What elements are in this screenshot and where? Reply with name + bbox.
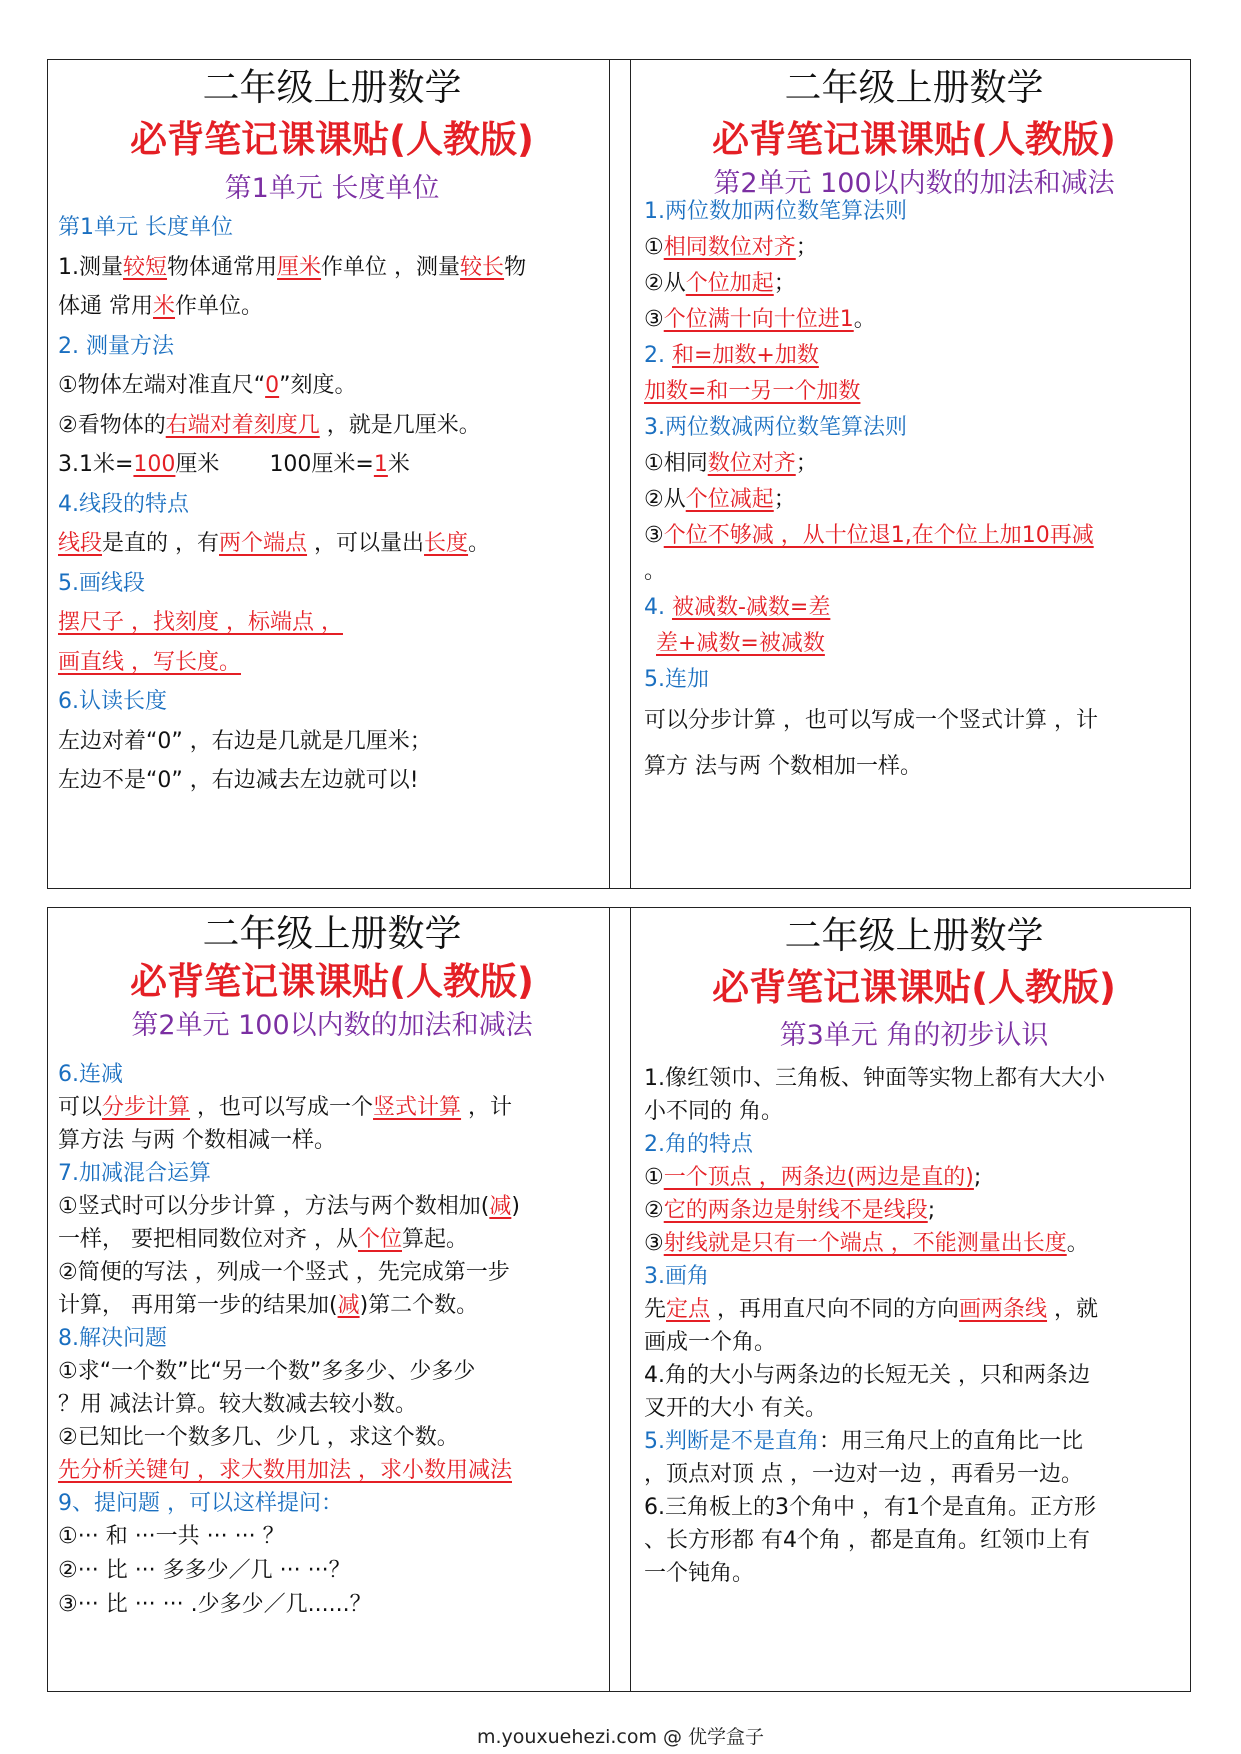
card-title: 二年级上册数学 <box>202 66 462 109</box>
text: 。 <box>853 307 876 332</box>
text: ，再用直尺向不同的方向 <box>710 1297 960 1322</box>
text: ; <box>973 1165 982 1190</box>
section-heading: 4.线段的特点 <box>58 491 189 517</box>
key-term: 100 <box>133 452 176 477</box>
text-line: 4.角的大小与两条边的长短无关 ，只和两条边 <box>644 1363 1090 1388</box>
text: )第二个数。 <box>359 1293 479 1318</box>
key-line: 差+减数=被减数 <box>656 631 825 656</box>
text-line: 可以分步计算 ，也可以写成一个竖式计算 ，计 <box>644 708 1098 733</box>
text: ③ <box>644 307 664 332</box>
text: 物体通常用 <box>167 254 278 280</box>
section-heading: 5.连加 <box>644 667 709 692</box>
text: 物 <box>504 254 527 280</box>
text: ，也可以写成一个 <box>190 1095 374 1120</box>
text: 100厘米= <box>269 452 374 477</box>
text-line: 算方 法与两 个数相加一样。 <box>644 754 922 779</box>
section-heading: 第1单元 长度单位 <box>58 215 233 240</box>
text-line <box>58 1190 606 1223</box>
card-subtitle: 必背笔记课课贴(人教版) <box>712 966 1116 1009</box>
text-line <box>644 266 1184 302</box>
text: ③ <box>644 523 664 548</box>
key-term: 被减数-减数=差 <box>671 595 831 620</box>
bottom-panel <box>47 907 1191 1692</box>
key-term: 定点 <box>666 1297 711 1322</box>
key-term: 它的两条边是射线不是线段 <box>663 1198 928 1223</box>
section-heading: 6.连减 <box>58 1062 123 1087</box>
text-line: ②··· 比 ··· 多多少／几 ··· ···？ <box>58 1558 351 1583</box>
key-line: 先分析关键句 ，求大数用加法 ，求小数用减法 <box>58 1458 512 1483</box>
text-line <box>644 482 1184 518</box>
text-line: 、长方形都 有4个角 ，都是直角。红领巾上有 <box>644 1528 1090 1553</box>
section-heading: 9、提问题 ，可以这样提问： <box>58 1491 343 1516</box>
text: ，可以量出 <box>307 531 425 556</box>
text: 作单位。 <box>175 294 264 319</box>
text: ① <box>644 1165 664 1190</box>
key-term: 减 <box>489 1194 512 1219</box>
text: 1.测量 <box>58 254 123 280</box>
text: 。 <box>468 531 491 556</box>
text: ：用三角尺上的直角比一比 <box>819 1429 1084 1454</box>
text-line <box>644 1293 1184 1326</box>
section-heading: 6.认读长度 <box>58 689 167 714</box>
section-heading: 2. 测量方法 <box>58 333 174 359</box>
text: ； <box>773 487 796 512</box>
card-body <box>644 1062 1184 1590</box>
text-line <box>58 287 606 327</box>
card-title: 二年级上册数学 <box>784 914 1044 957</box>
text-line <box>58 445 606 485</box>
key-term: 一个顶点 ，两条边(两边是直的) <box>663 1165 974 1190</box>
text-line <box>58 1223 606 1256</box>
key-term: 和=加数+加数 <box>671 343 819 368</box>
section-heading: 3.两位数减两位数笔算法则 <box>644 415 907 440</box>
section-heading: 5.画线段 <box>58 570 145 596</box>
card-unit2-b <box>58 908 606 1691</box>
text-line <box>644 1425 1184 1458</box>
key-term: 个位减起 <box>685 487 774 512</box>
section-heading: 5.判断是不是直角 <box>644 1429 819 1454</box>
key-term: 长度 <box>424 531 469 556</box>
text: 先 <box>644 1297 667 1322</box>
key-term: 米 <box>153 294 176 319</box>
text: ； <box>773 271 796 296</box>
key-term: 较短 <box>123 254 168 280</box>
text-line: 。 <box>644 559 667 584</box>
key-line: 画直线 ，写长度。 <box>58 649 241 675</box>
text-line: 一个钝角。 <box>644 1561 755 1586</box>
key-term: 1 <box>373 452 388 477</box>
text-line: 叉开的大小 有关。 <box>644 1396 827 1421</box>
unit-heading: 第2单元 100以内数的加法和减法 <box>131 1010 533 1041</box>
text: 3.1米= <box>58 452 134 477</box>
text-line <box>644 302 1184 338</box>
section-heading: 7.加减混合运算 <box>58 1161 211 1186</box>
key-term: 个位加起 <box>685 271 774 296</box>
text-line: 左边对着“0” ，右边是几就是几厘米； <box>58 728 432 754</box>
text-line: ②已知比一个数多几、少几 ，求这个数。 <box>58 1425 459 1450</box>
section-heading: 8.解决问题 <box>58 1326 167 1351</box>
text-line: ③··· 比 ··· ··· .少多少／几......？ <box>58 1592 372 1617</box>
text-line: ①··· 和 ···一共 ··· ··· ？ <box>58 1524 285 1549</box>
text: 可以 <box>58 1095 103 1120</box>
text: ② <box>644 1198 664 1223</box>
text: 算起。 <box>402 1227 469 1252</box>
text: 2. <box>644 343 672 368</box>
card-body <box>58 1058 606 1622</box>
text: ①竖式时可以分步计算 ，方法与两个数相加( <box>58 1194 490 1219</box>
text: ①物体左端对准直尺“ <box>58 373 266 398</box>
text-line: 6.三角板上的3个角中 ，有1个是直角。正方形 <box>644 1495 1096 1520</box>
card-unit1 <box>58 60 606 888</box>
key-term: 画两条线 <box>959 1297 1048 1322</box>
key-term: 个位 <box>358 1227 403 1252</box>
card-title: 二年级上册数学 <box>202 912 462 955</box>
text-line <box>58 248 606 288</box>
text: ，计 <box>461 1095 513 1120</box>
key-line: 加数=和一另一个加数 <box>644 379 861 404</box>
text: ① <box>644 235 664 260</box>
text-line: 算方法 与两 个数相减一样。 <box>58 1128 336 1153</box>
text: ①相同 <box>644 451 708 476</box>
text: ; <box>927 1198 936 1223</box>
text-line <box>58 406 606 446</box>
key-term: 竖式计算 <box>373 1095 462 1120</box>
text: ②看物体的 <box>58 412 166 438</box>
key-term: 0 <box>265 373 280 398</box>
key-term: 厘米 <box>277 254 322 280</box>
text: ③ <box>644 1231 664 1256</box>
card-unit2-a <box>644 60 1184 888</box>
text: 。 <box>1066 1231 1089 1256</box>
top-panel <box>47 59 1191 889</box>
text: ②从 <box>644 487 686 512</box>
text-line <box>58 524 606 564</box>
key-term: 较长 <box>460 254 505 280</box>
unit-heading: 第2单元 100以内数的加法和减法 <box>713 168 1115 199</box>
text-line <box>644 446 1184 482</box>
text-line: 画成一个角。 <box>644 1330 777 1355</box>
key-term: 两个端点 <box>219 531 308 556</box>
card-subtitle: 必背笔记课课贴(人教版) <box>130 960 534 1003</box>
unit-heading: 第3单元 角的初步认识 <box>779 1020 1049 1051</box>
key-term: 射线就是只有一个端点 ，不能测量出长度 <box>663 1231 1067 1256</box>
text-line <box>644 518 1184 554</box>
text: ②从 <box>644 271 686 296</box>
text-line: 1.像红领巾、三角板、钟面等实物上都有大大小 <box>644 1066 1105 1091</box>
unit-heading: 第1单元 长度单位 <box>224 173 440 204</box>
key-term: 数位对齐 <box>707 451 796 476</box>
text: ，就 <box>1047 1297 1099 1322</box>
key-term: 右端对着刻度几 <box>165 412 320 438</box>
card-unit3 <box>644 908 1184 1691</box>
key-term: 个位不够减 ，从十位退1,在个位上加10再减 <box>663 523 1094 548</box>
text: ”刻度。 <box>279 373 357 398</box>
text-line <box>58 366 606 406</box>
text-line: ②简便的写法 ，列成一个竖式 ，先完成第一步 <box>58 1260 510 1285</box>
text-line <box>644 230 1184 266</box>
text-line <box>58 1289 606 1322</box>
card-subtitle: 必背笔记课课贴(人教版) <box>130 118 534 161</box>
text: 作单位 ，测量 <box>321 254 461 280</box>
text-line <box>644 1227 1184 1260</box>
card-subtitle: 必背笔记课课贴(人教版) <box>712 118 1116 161</box>
panel-divider <box>609 908 631 1691</box>
text: 计算， 再用第一步的结果加( <box>58 1293 338 1318</box>
text: 是直的 ，有 <box>102 531 220 556</box>
text-line <box>644 590 1184 626</box>
text-line <box>644 338 1184 374</box>
text: ，就是几厘米。 <box>319 412 481 438</box>
text-line <box>644 1161 1184 1194</box>
text-line: ？用 减法计算。较大数减去较小数。 <box>58 1392 417 1417</box>
key-term: 减 <box>337 1293 360 1318</box>
text-line <box>58 1091 606 1124</box>
section-heading: 2.角的特点 <box>644 1132 753 1157</box>
text: ； <box>795 451 818 476</box>
key-term: 相同数位对齐 <box>663 235 796 260</box>
key-term: 个位满十向十位进1 <box>663 307 854 332</box>
text-line: 小不同的 角。 <box>644 1099 783 1124</box>
footer-watermark: m.youxuehezi.com @ 优学盒子 <box>476 1726 765 1748</box>
card-body <box>58 208 606 801</box>
section-heading: 1.两位数加两位数笔算法则 <box>644 199 907 224</box>
key-line: 摆尺子 ，找刻度 ，标端点 ， <box>58 610 343 635</box>
section-heading: 3.画角 <box>644 1264 709 1289</box>
text: ； <box>795 235 818 260</box>
text-line: ①求“一个数”比“另一个数”多多少、少多少 <box>58 1359 476 1384</box>
text: 体通 常用 <box>58 294 153 319</box>
panel-divider <box>609 60 631 888</box>
text-line: ，顶点对顶 点 ，一边对一边 ，再看另一边。 <box>644 1462 1083 1487</box>
card-body <box>644 194 1184 790</box>
text: 厘米 <box>175 452 220 477</box>
text: 一样， 要把相同数位对齐 ，从 <box>58 1227 358 1252</box>
text-line: 左边不是“0” ，右边减去左边就可以! <box>58 768 419 793</box>
card-title: 二年级上册数学 <box>784 66 1044 109</box>
text: 米 <box>387 452 410 477</box>
text-line <box>644 1194 1184 1227</box>
text: ) <box>511 1194 520 1219</box>
key-term: 分步计算 <box>102 1095 191 1120</box>
text: 4. <box>644 595 672 620</box>
key-term: 线段 <box>58 531 103 556</box>
